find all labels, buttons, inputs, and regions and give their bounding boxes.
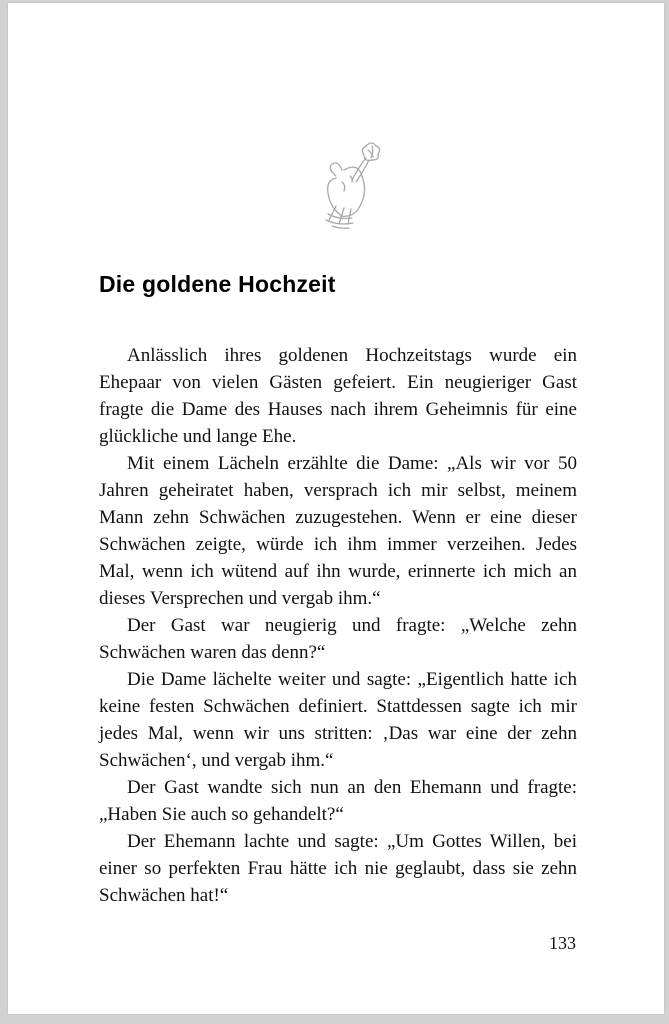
paragraph: Die Dame lächelte weiter und sagte: „Eigentlich hatte ich keine festen Schwächen definiert. Stattdessen sagte ich mir jedes Mal, wenn wir uns stritten: ‚Das war eine der zehn Schwächen‘, und vergab ihm.“ bbox=[99, 669, 577, 771]
chapter-title: Die goldene Hochzeit bbox=[99, 271, 336, 297]
paragraph: Mit einem Lächeln erzählte die Dame: „Als wir vor 50 Jahren geheiratet haben, versprach ich mir selbst, meinem Mann zehn Schwächen zuzugestehen. Wenn er eine dieser Schwächen zeigte, würde ich ihm immer verzeihen. Jedes Mal, wenn ich wütend auf ihn wurde, erinnerte ich mich an dieses Versprechen und vergab ihm.“ bbox=[99, 453, 577, 609]
paragraph: Anlässlich ihres goldenen Hochzeitstags wurde ein Ehepaar von vielen Gästen gefeiert. Ein neugieriger Gast fragte die Dame des Hauses nach ihrem Geheimnis für eine glückliche und lange Ehe. bbox=[99, 345, 577, 447]
page-number: 133 bbox=[549, 933, 576, 953]
paragraph: Der Gast war neugierig und fragte: „Welche zehn Schwächen waren das denn?“ bbox=[99, 615, 577, 663]
figure-holding-flower-illustration bbox=[306, 136, 390, 237]
paragraph: Der Ehemann lachte und sagte: „Um Gottes Willen, bei einer so perfekten Frau hätte ich nie geglaubt, dass sie zehn Schwächen hat!“ bbox=[99, 831, 577, 906]
book-page bbox=[8, 3, 664, 1014]
paragraph: Der Gast wandte sich nun an den Ehemann und fragte: „Haben Sie auch so gehandelt?“ bbox=[99, 777, 577, 825]
story-text bbox=[99, 342, 577, 909]
flower-sketch-icon bbox=[306, 136, 390, 232]
